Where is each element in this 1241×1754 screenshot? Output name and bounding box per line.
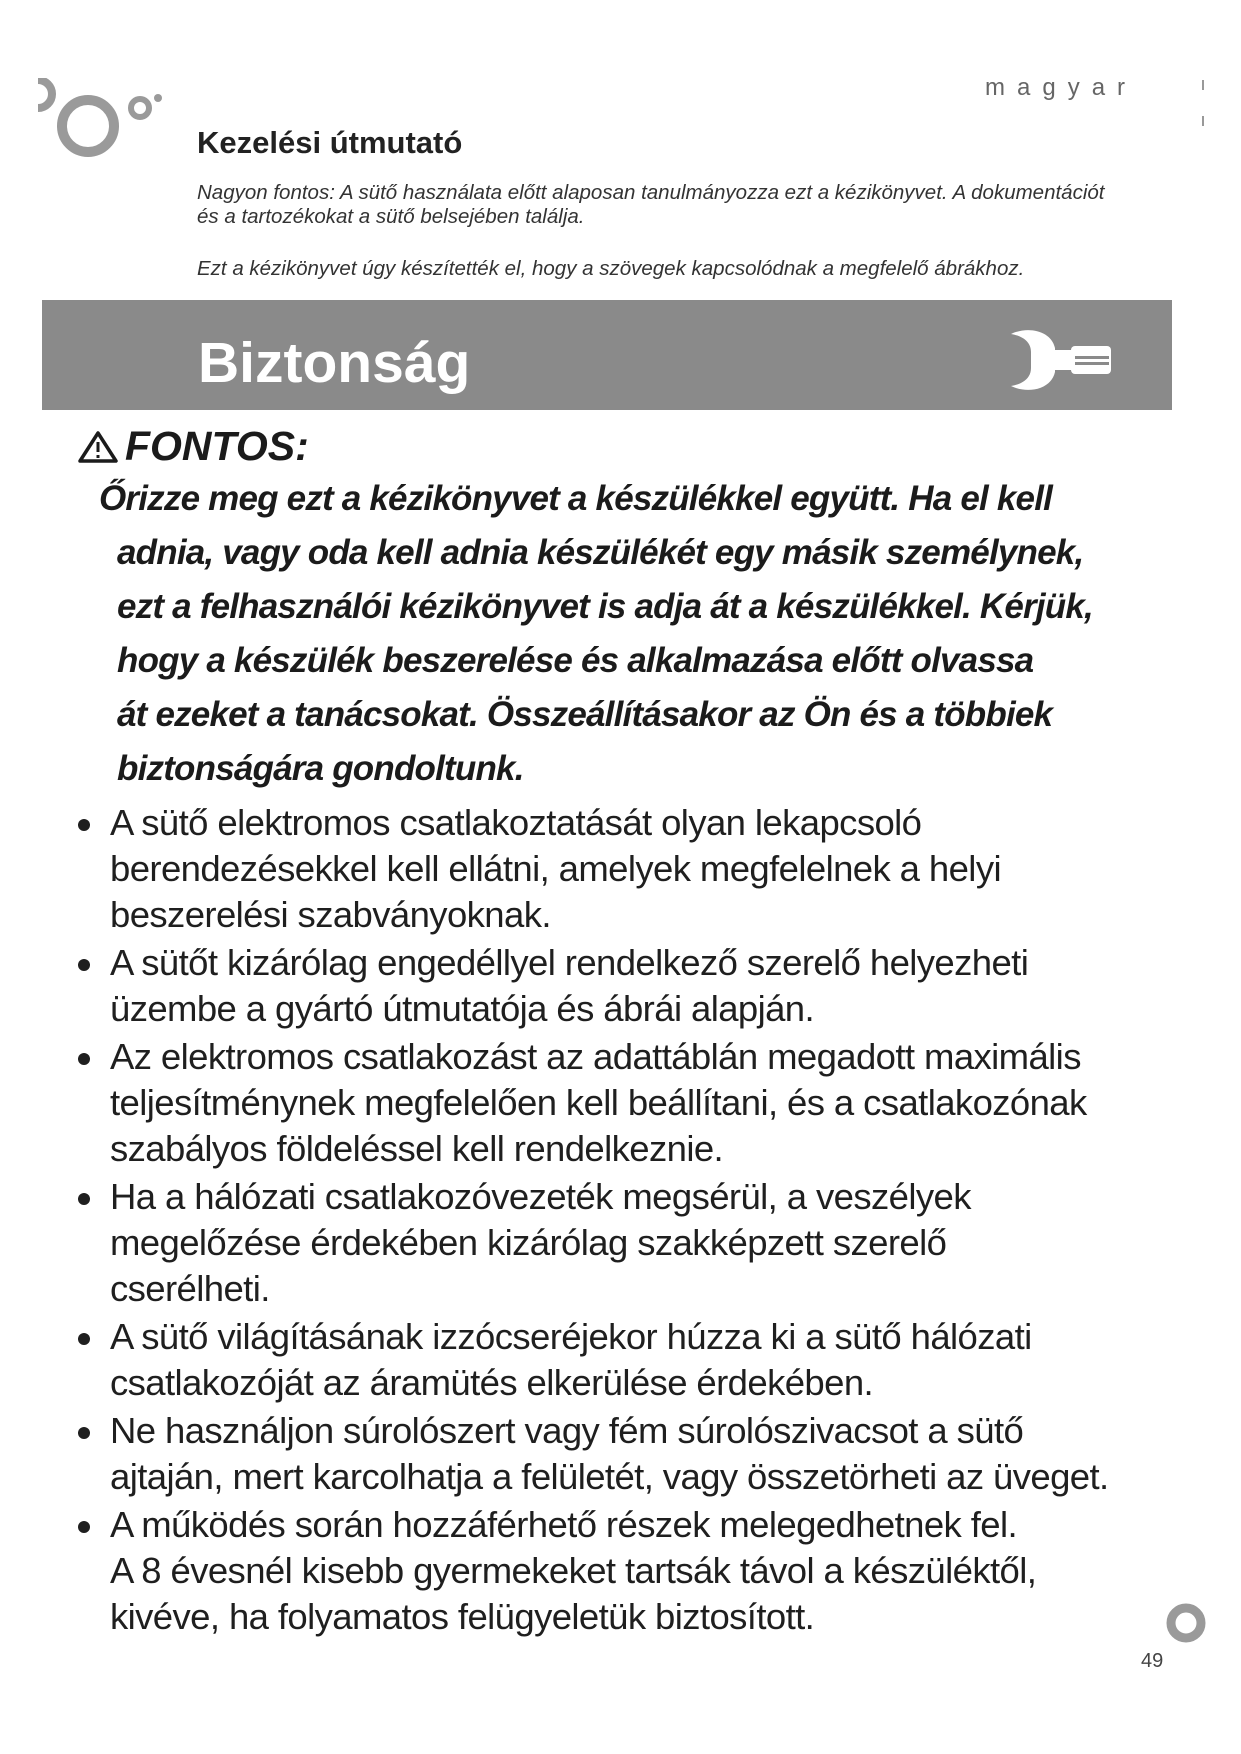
manual-title: Kezelési útmutató [197,125,463,160]
intro-line-1: Nagyon fontos: A sütő használata előtt alaposan tanulmányozza ezt a kézikönyvet. A dokumentációt [197,181,1105,204]
list-item-line: üzembe a gyártó útmutatója és ábrái alapján. [110,988,815,1029]
list-item [72,1502,1182,1640]
list-item [72,1408,1182,1500]
important-line: át ezeket a tanácsokat. Összeállításakor az Ön és a többiek [117,695,1053,734]
list-item [72,1314,1182,1406]
list-item-line: Ha a hálózati csatlakozóvezeték megsérül, a veszélyek [110,1176,971,1217]
important-heading [77,423,309,470]
intro-line-3: Ezt a kézikönyvet úgy készítették el, hogy a szövegek kapcsolódnak a megfelelő ábrákhoz. [197,257,1025,280]
important-heading-text: FONTOS: [125,423,309,469]
list-item-line: Az elektromos csatlakozást az adattáblán megadott maximális [110,1036,1081,1077]
intro-line-2: és a tartozékokat a sütő belsejében találja. [197,205,585,228]
list-item [72,1034,1182,1172]
list-item [72,1174,1182,1312]
section-title: Biztonság [198,331,471,395]
bullet-dot-icon [78,1333,90,1345]
important-line: ezt a felhasználói kézikönyvet is adja át a készülékkel. Kérjük, [117,587,1093,626]
important-notice [99,472,1179,796]
important-line: biztonságára gondoltunk. [117,749,524,788]
list-item-line: ajtaján, mert karcolhatja a felületét, vagy összetörheti az üveget. [110,1456,1109,1497]
list-item-line: beszerelési szabványoknak. [110,894,551,935]
list-item [72,940,1182,1032]
list-item-line: A sütő világításának izzócseréjekor húzza ki a sütő hálózati [110,1316,1032,1357]
language-label: magyar [985,74,1138,101]
list-item-line: A sütőt kizárólag engedéllyel rendelkező szerelő helyezheti [110,942,1029,983]
important-line: hogy a készülék beszerelése és alkalmazása előtt olvassa [117,641,1034,680]
edge-mark [1202,116,1204,126]
bullet-dot-icon [78,959,90,971]
page-ring-icon [1163,1600,1209,1646]
bullet-dot-icon [78,1193,90,1205]
section-banner [42,300,1172,410]
list-item-line: A működés során hozzáférhető részek melegedhetnek fel. [110,1504,1018,1545]
list-item [72,800,1182,938]
bullet-dot-icon [78,819,90,831]
list-item-line: berendezésekkel kell ellátni, amelyek megfelelnek a helyi [110,848,1001,889]
list-item-line: megelőzése érdekében kizárólag szakképzett szerelő [110,1222,947,1263]
list-item-line: teljesítménynek megfelelően kell beállítani, és a csatlakozónak [110,1082,1087,1123]
edge-mark [1202,80,1204,90]
wrench-icon [991,320,1177,400]
list-item-line: cserélheti. [110,1268,270,1309]
list-item-line: A sütő elektromos csatlakoztatását olyan lekapcsoló [110,802,922,843]
important-line: adnia, vagy oda kell adnia készülékét egy másik személynek, [117,533,1084,572]
warning-icon [77,430,119,464]
safety-bullet-list [72,800,1182,1642]
brand-logo-icon [36,78,166,178]
bullet-dot-icon [78,1053,90,1065]
important-line: Őrizze meg ezt a kézikönyvet a készülékkel együtt. Ha el kell [99,479,1053,518]
bullet-dot-icon [78,1521,90,1533]
list-item-line: Ne használjon súrolószert vagy fém súrolószivacsot a sütő [110,1410,1024,1451]
list-item-line: szabályos földeléssel kell rendelkeznie. [110,1128,724,1169]
page-number: 49 [1141,1650,1164,1672]
list-item-line: kivéve, ha folyamatos felügyeletük biztosított. [110,1596,815,1637]
bullet-dot-icon [78,1427,90,1439]
list-item-line: csatlakozóját az áramütés elkerülése érdekében. [110,1362,874,1403]
list-item-line: A 8 évesnél kisebb gyermekeket tartsák távol a készüléktől, [110,1550,1037,1591]
